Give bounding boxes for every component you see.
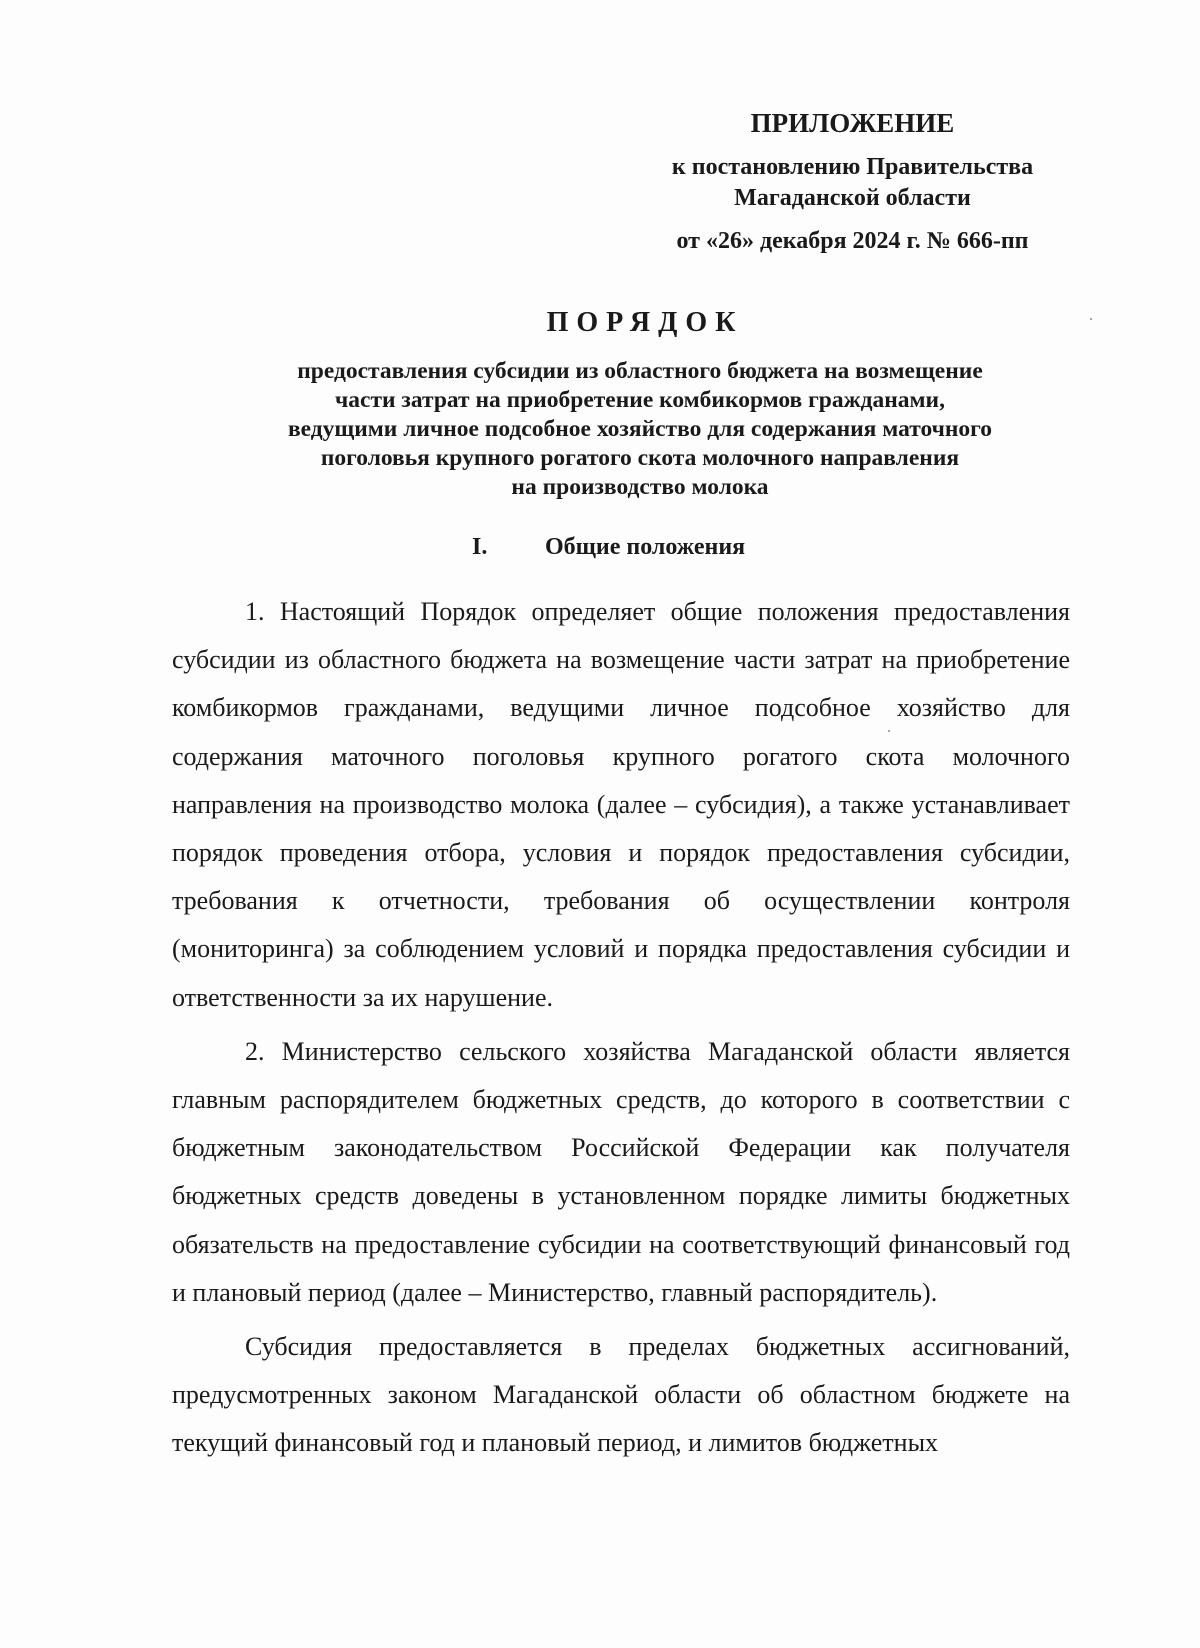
subtitle-line: на производство молока (511, 474, 769, 500)
subtitle-line: поголовья крупного рогатого скота молочного направления (320, 445, 960, 471)
subtitle-line: ведущими личное подсобное хозяйство для содержания маточного (287, 416, 993, 442)
subtitle-line: части затрат на приобретение комбикормов гражданами, (335, 387, 945, 413)
appendix-date-line: от «26» декабря 2024 г. № 666-пп (676, 228, 1029, 254)
document-subtitle (160, 357, 1120, 502)
appendix-header (600, 106, 1105, 257)
section-number: I. (472, 534, 488, 560)
paragraph-2: 2. Министерство сельского хозяйства Магаданской области является главным распорядителем бюджетных средств, до которого в соответствии с бюджетным законодательством Российской Федерации как получателя бюджетных средств доведены в установленном порядке лимиты бюджетных обязательств на предоставление субсидии на соответствующий финансовый год и плановый период (далее – Министерство, главный распорядитель). (172, 1036, 1070, 1307)
paragraph-1: 1. Настоящий Порядок определяет общие положения предоставления субсидии из областного бюджета на возмещение части затрат на приобретение комбикормов гражданами, ведущими личное подсобное хозяйство для содержания маточного поголовья крупного рогатого скота молочного направления на производство молока (далее – субсидия), а также устанавливает порядок проведения отбора, условия и порядок предоставления субсидии, требования к отчетности, требования об осуществлении контроля (мониторинга) за соблюдением условий и порядка предоставления субсидии и ответственности за их нарушение. (172, 597, 1070, 1012)
body-text (172, 588, 1070, 1468)
scan-speck (1090, 318, 1092, 320)
paragraph-3: Субсидия предоставляется в пределах бюджетных ассигнований, предусмотренных законом Магаданской области об областном бюджете на текущий финансовый год и плановый период, и лимитов бюджетных (172, 1332, 1070, 1458)
section-title: Общие положения (545, 534, 746, 560)
appendix-title: ПРИЛОЖЕНИЕ (750, 108, 955, 138)
subtitle-line: предоставления субсидии из областного бюджета на возмещение (297, 358, 983, 384)
scan-speck (888, 730, 890, 732)
document-title: ПОРЯДОК (546, 307, 744, 338)
appendix-line-2: Магаданской области (734, 185, 971, 211)
appendix-line-1: к постановлению Правительства (671, 154, 1034, 180)
